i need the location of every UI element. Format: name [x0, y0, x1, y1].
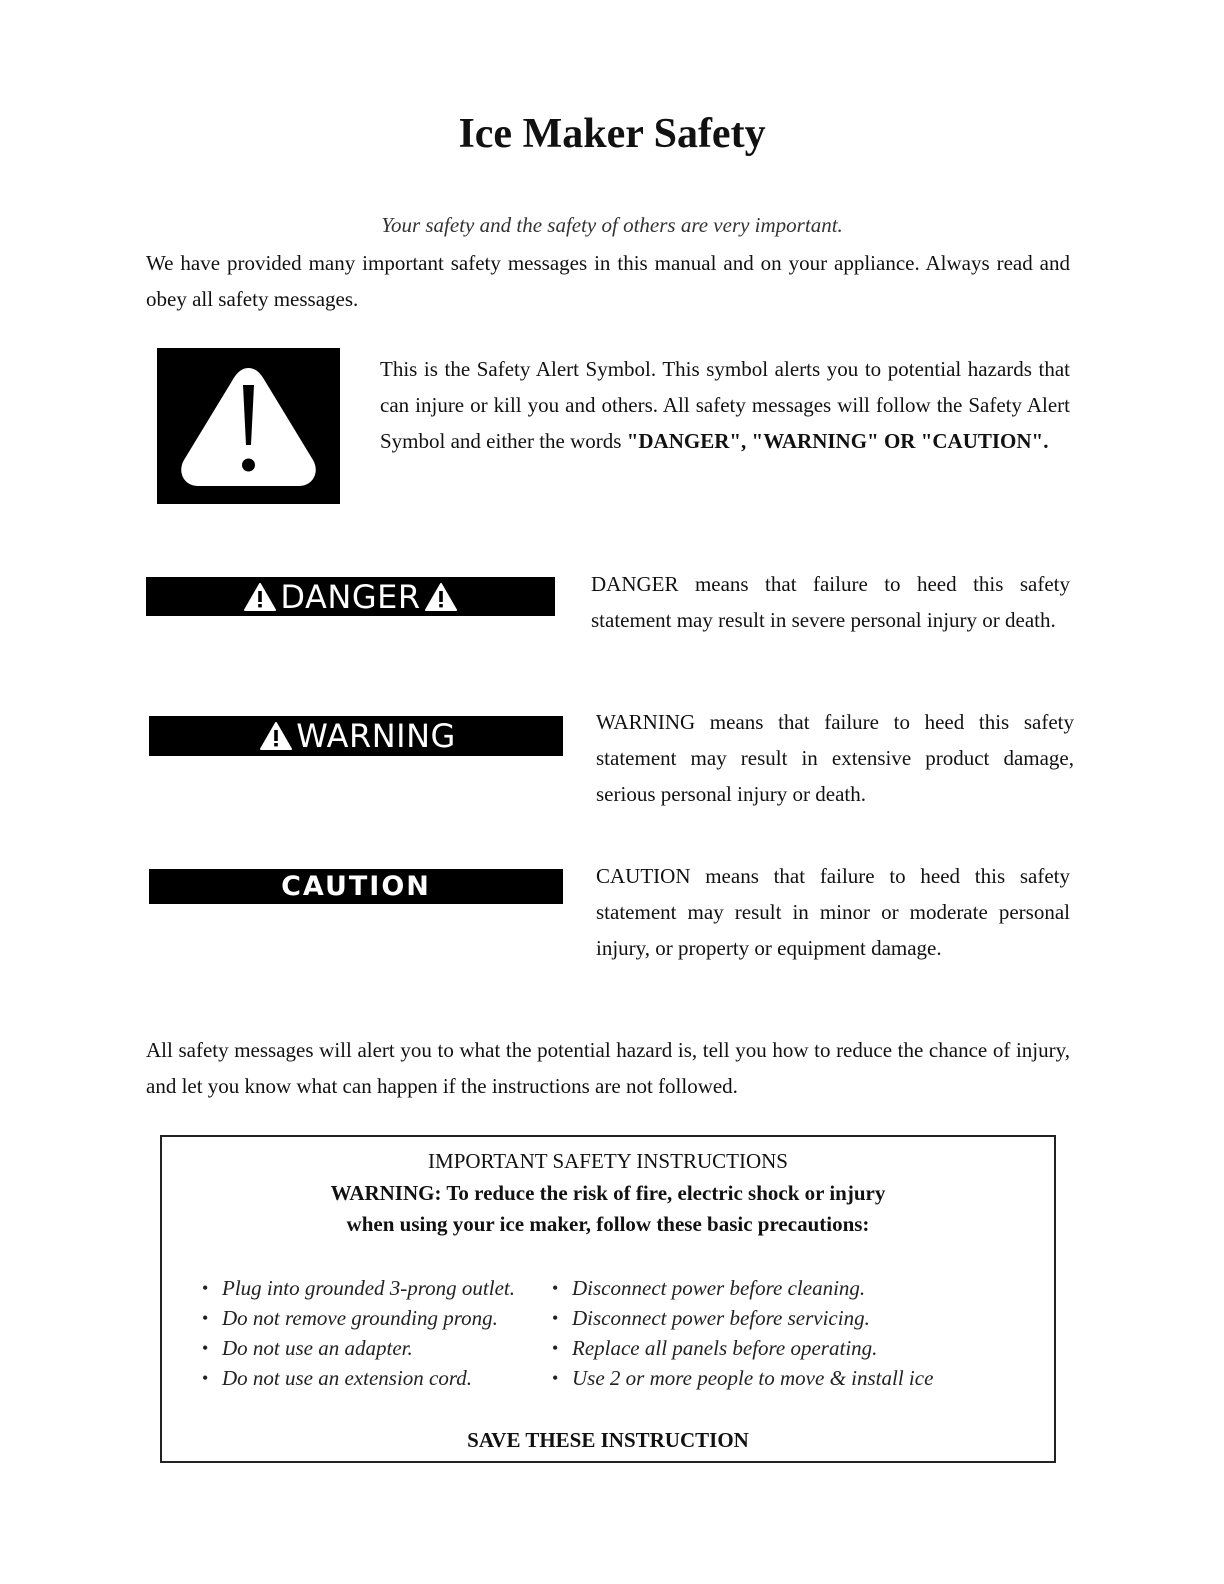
alert-symbol-text: This is the Safety Alert Symbol. This symbol alerts you to potential hazards that can injure or kill you and others. All safety messages will follow the Safety Alert Symbol and either the words — [380, 357, 1070, 453]
list-item: • Do not use an extension cord. — [202, 1363, 515, 1393]
alert-symbol-description — [380, 351, 1070, 459]
page-title: Ice Maker Safety — [458, 111, 766, 157]
instructions-warning-line-2: when using your ice maker, follow these basic precautions: — [346, 1212, 870, 1236]
caution-label: CAUTION — [281, 871, 431, 902]
warning-signal-bar — [149, 716, 563, 756]
warning-label: WARNING — [296, 717, 456, 755]
danger-warning-triangle-icon — [244, 583, 276, 611]
caution-description: CAUTION means that failure to heed this safety statement may result in minor or moderate personal injury, or property or equipment damage. — [596, 864, 1070, 960]
precautions-list-left — [202, 1273, 515, 1393]
caution-signal-bar — [149, 869, 563, 904]
list-item: • Do not use an adapter. — [202, 1333, 515, 1363]
instructions-warning-line-1: WARNING: To reduce the risk of fire, electric shock or injury — [330, 1181, 886, 1205]
list-item: • Disconnect power before servicing. — [552, 1303, 933, 1333]
list-item: • Replace all panels before operating. — [552, 1333, 933, 1363]
alert-symbol-words: "DANGER", "WARNING" OR "CAUTION". — [626, 429, 1049, 453]
instructions-heading: IMPORTANT SAFETY INSTRUCTIONS — [428, 1149, 788, 1173]
precautions-list-right — [552, 1273, 933, 1393]
list-item: • Plug into grounded 3-prong outlet. — [202, 1273, 515, 1303]
closing-paragraph: All safety messages will alert you to what the potential hazard is, tell you how to reduce the chance of injury, and let you know what can happen if the instructions are not followed. — [146, 1038, 1070, 1098]
save-instructions-footer: SAVE THESE INSTRUCTION — [467, 1428, 749, 1452]
danger-warning-triangle-icon-right — [425, 583, 457, 611]
danger-signal-bar — [146, 577, 555, 616]
list-item: • Disconnect power before cleaning. — [552, 1273, 933, 1303]
safety-subtitle: Your safety and the safety of others are very important. — [381, 213, 843, 237]
list-item: • Do not remove grounding prong. — [202, 1303, 515, 1333]
warning-triangle-icon — [260, 722, 292, 750]
important-safety-instructions-box — [160, 1135, 1056, 1463]
intro-paragraph: We have provided many important safety messages in this manual and on your appliance. Always read and obey all safety messages. — [146, 251, 1070, 311]
danger-description: DANGER means that failure to heed this safety statement may result in severe personal injury or death. — [591, 572, 1070, 632]
danger-label: DANGER — [280, 577, 421, 616]
list-item: • Use 2 or more people to move & install ice — [552, 1363, 933, 1393]
warning-description: WARNING means that failure to heed this safety statement may result in extensive product damage, serious personal injury or death. — [596, 710, 1074, 806]
safety-alert-triangle-icon — [157, 348, 340, 504]
